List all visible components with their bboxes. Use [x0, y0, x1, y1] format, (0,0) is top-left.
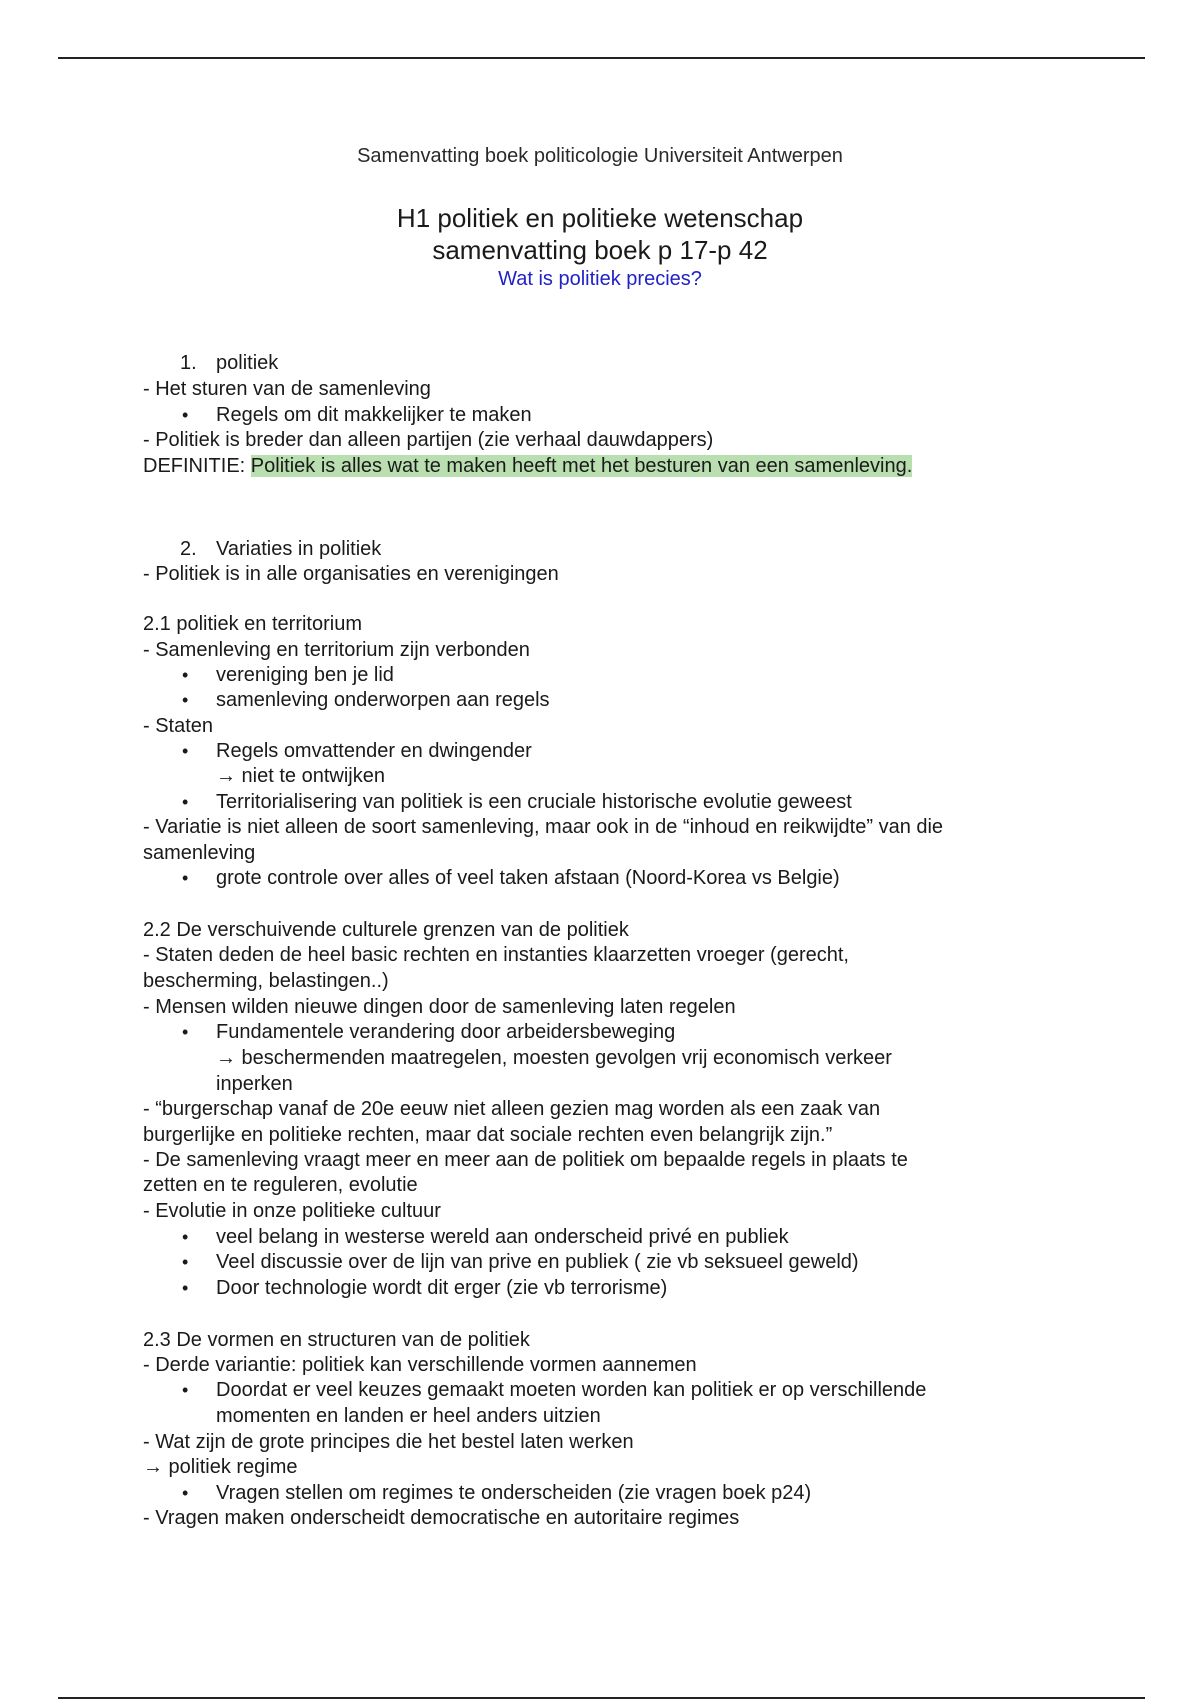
chapter-question: Wat is politiek precies? — [498, 268, 702, 290]
text-line: - De samenleving vraagt meer en meer aan de politiek om bepaalde regels in plaats te — [143, 1149, 908, 1171]
bullet-icon: • — [182, 741, 189, 761]
bullet-item: veel belang in westerse wereld aan onderscheid privé en publiek — [216, 1226, 789, 1248]
bullet-item: Door technologie wordt dit erger (zie vb terrorisme) — [216, 1277, 668, 1299]
definition-highlight: Politiek is alles wat te maken heeft met het besturen van een samenleving. — [250, 455, 913, 477]
text-line: - Vragen maken onderscheidt democratische en autoritaire regimes — [143, 1507, 740, 1529]
bullet-item: Regels omvattender en dwingender — [216, 740, 532, 762]
text-line: - Evolutie in onze politieke cultuur — [143, 1200, 441, 1222]
text-line: - Politiek is breder dan alleen partijen (zie verhaal dauwdappers) — [143, 429, 714, 451]
page-bottom-rule — [58, 1697, 1145, 1699]
bullet-subline: → beschermenden maatregelen, moesten gevolgen vrij economisch verkeer — [216, 1047, 892, 1069]
bullet-item: samenleving onderworpen aan regels — [216, 689, 550, 711]
text-line: - “burgerschap vanaf de 20e eeuw niet alleen gezien mag worden als een zaak van — [143, 1098, 881, 1120]
subsection-title: 2.3 De vormen en structuren van de politiek — [143, 1329, 530, 1351]
bullet-icon: • — [182, 1022, 189, 1042]
section-number: 1. — [180, 352, 197, 374]
bullet-item: vereniging ben je lid — [216, 664, 394, 686]
text-line: - Het sturen van de samenleving — [143, 378, 431, 400]
text-line: - Wat zijn de grote principes die het bestel laten werken — [143, 1431, 634, 1453]
section-title: politiek — [216, 352, 279, 374]
definition-label: DEFINITIE: — [143, 455, 251, 477]
bullet-icon: • — [182, 665, 189, 685]
bullet-item: Doordat er veel keuzes gemaakt moeten worden kan politiek er op verschillende — [216, 1379, 927, 1401]
text-line: - Staten deden de heel basic rechten en instanties klaarzetten vroeger (gerecht, — [143, 944, 849, 966]
chapter-subtitle: samenvatting boek p 17-p 42 — [432, 235, 768, 265]
definition — [143, 454, 912, 478]
subsection-title: 2.2 De verschuivende culturele grenzen van de politiek — [143, 919, 629, 941]
bullet-item: Territorialisering van politiek is een cruciale historische evolutie geweest — [216, 791, 852, 813]
bullet-item: grote controle over alles of veel taken afstaan (Noord-Korea vs Belgie) — [216, 867, 840, 889]
bullet-icon: • — [182, 1483, 189, 1503]
bullet-subline: momenten en landen er heel anders uitzien — [216, 1405, 601, 1427]
bullet-icon: • — [182, 1278, 189, 1298]
text-line: - Derde variantie: politiek kan verschillende vormen aannemen — [143, 1354, 697, 1376]
bullet-icon: • — [182, 792, 189, 812]
bullet-item: Regels om dit makkelijker te maken — [216, 404, 532, 426]
bullet-item: Vragen stellen om regimes te onderscheiden (zie vragen boek p24) — [216, 1482, 812, 1504]
text-line: bescherming, belastingen..) — [143, 970, 389, 992]
section-title: Variaties in politiek — [216, 538, 382, 560]
text-line: samenleving — [143, 842, 256, 864]
bullet-icon: • — [182, 690, 189, 710]
text-line: - Mensen wilden nieuwe dingen door de samenleving laten regelen — [143, 996, 736, 1018]
bullet-icon: • — [182, 1252, 189, 1272]
chapter-title: H1 politiek en politieke wetenschap — [396, 203, 804, 233]
document-title: Samenvatting boek politicologie Universiteit Antwerpen — [357, 145, 843, 167]
bullet-icon: • — [182, 405, 189, 425]
text-line: burgerlijke en politieke rechten, maar dat sociale rechten even belangrijk zijn.” — [143, 1124, 833, 1146]
text-line: - Variatie is niet alleen de soort samenleving, maar ook in de “inhoud en reikwijdte” van die — [143, 816, 944, 838]
text-line: - Staten — [143, 715, 214, 737]
text-line: - Samenleving en territorium zijn verbonden — [143, 639, 530, 661]
bullet-subline: → niet te ontwijken — [216, 765, 385, 787]
text-line: - Politiek is in alle organisaties en verenigingen — [143, 563, 559, 585]
bullet-icon: • — [182, 1227, 189, 1247]
bullet-item: Veel discussie over de lijn van prive en publiek ( zie vb seksueel geweld) — [216, 1251, 859, 1273]
bullet-icon: • — [182, 868, 189, 888]
section-number: 2. — [180, 538, 197, 560]
page-top-rule — [58, 57, 1145, 59]
bullet-item: Fundamentele verandering door arbeidersbeweging — [216, 1021, 676, 1043]
text-line: zetten en te reguleren, evolutie — [143, 1174, 418, 1196]
bullet-subline: inperken — [216, 1073, 293, 1095]
text-line: → politiek regime — [143, 1456, 298, 1478]
bullet-icon: • — [182, 1380, 189, 1400]
subsection-title: 2.1 politiek en territorium — [143, 613, 362, 635]
